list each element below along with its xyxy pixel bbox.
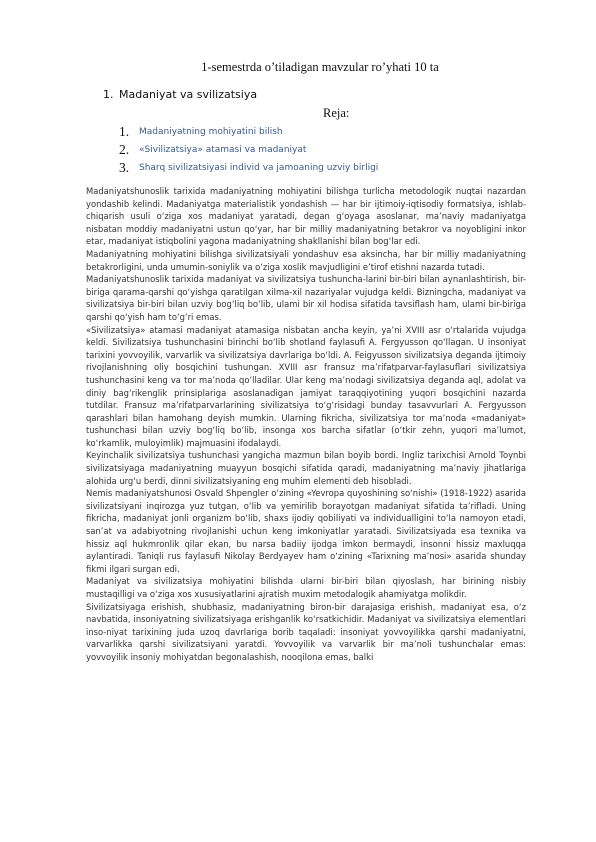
plan-item [119, 123, 378, 141]
plan-item-text: Sharq sivilizatsiyasi individ va jamoaning uzviy birligi [139, 163, 379, 173]
paragraph: Nemis madaniyatshunosi Osvald Shpengler o‘zining «Yevropa quyoshining so‘nishi» (1918-1922) asarida sivilizatsiyani inqirozga yuz tutgan, o‘lib va yemirilib borayotgan madaniyat sifatida ta’rifladi. Uning fikricha, madaniyat jonli organizm bo‘lib, shaxs ijodiy qobiliyati va individualligini to‘la namoyon etadi, san’at va adabiyotning rivojlanishi uchun keng imkoniyatlar yaratadi. Sivilizatsiyada esa texnika va hissiz aql hukmronlik qilar ekan, bu narsa badiiy ijodga imkon bermaydi, insonni hissiz maxluqqa aylantiradi. Taniqli rus faylasufi Nikolay Berdyayev ham o‘zining «Tarixning ma’nosi» asarida shunday fikmi ilgari surgan edi. [86, 488, 526, 574]
plan-item-text: Madaniyatning mohiyatini bilish [139, 127, 283, 137]
paragraph: Madaniyatshunoslik tarixida madaniyatning mohiyatini bilishga turlicha metodologik nuqtai nazardan yondashib kelindi. Madaniyatga materialistik yondashish — har bir ijtimoiy-iqtisodiy formatsiya, ishlab-chiqarish usuli o‘ziga xos madaniyat yaratadi, degan g‘oyaga asoslanar, ma’naviy madaniyatga nisbatan moddiy madaniyatni ustun qo‘yar, har bir milliy madaniyatning betakror va noyobligini inkor etar, madaniyat istiqbolini yagona madaniyatning shakllanishi bilan bog‘lar edi. [86, 186, 526, 247]
plan-item-number: 3. [119, 160, 130, 175]
plan-item [119, 159, 378, 177]
paragraph: Keyinchalik sivilizatsiya tushunchasi yangicha mazmun bilan boyib bordi. Ingliz tarixchisi Arnold Toynbi sivilizatsiyaga madaniyatning muayyun bosqichi sifatida qaradi, madaniyatning ma’naviy jihatlariga alohida urg‘u berdi, dinni sivilizatsiyaning eng muhim elementi deb hisobladi. [86, 450, 526, 486]
plan-label: Reja: [323, 106, 350, 120]
body-text [86, 185, 526, 835]
plan-item [119, 141, 378, 159]
topic-heading [103, 88, 257, 101]
plan-item-number: 2. [119, 142, 130, 157]
plan-item-number: 1. [119, 124, 130, 139]
paragraph: Sivilizatsiyaga erishish, shubhasiz, madaniyatning biron-bir darajasiga erishish, madaniyat esa, o‘z navbatida, insoniyatning sivilizatsiyaga erishganlik ko‘rsatkichidir. Madaniyat va sivilizatsiya elementlari inso-niyat tarixining juda uzoq davrlariga borib taqaladi: insoniyat yovvoyilikka qarshi madaniyatni, varvarlikka qarshi sivilizatsiyani yaratdi. Yovvoyilik va varvarlik bir ma’noli tushunchalar emas: yovvoyilik insoniy mohiyatdan begonalashish, nooqilona emas, balki [86, 601, 526, 662]
paragraph: Madaniyatning mohiyatini bilishga sivilizatsiyali yondashuv esa aksincha, har bir milliy madaniyatning betakrorligini, unda umumin-soniylik va o‘ziga xoslik mavjudligini e’tirof etishni nazarda tutadi. [86, 248, 526, 272]
topic-label: Madaniyat va svilizatsiya [119, 88, 258, 101]
plan-list [119, 123, 378, 177]
topic-number: 1. [103, 88, 114, 101]
paragraph: «Sivilizatsiya» atamasi madaniyat atamasiga nisbatan ancha keyin, ya’ni XVIII asr o‘rtalarida vujudga keldi. Sivilizatsiya tushunchasini birinchi bo‘lib shotland faylasufi A. Fergyusson qo‘llagan. U insoniyat tarixini yovvoyilik, varvarlik va sivilizatsiya davrlariga bo‘ldi. A. Feigyusson sivilizatsiya deganda ijtimoiy rivojlanishning oliy bosqichini tushungan. XVIII asr fransuz ma’rifatparvar-faylasuflari sivilizatsiya tushunchasini keng va tor ma’noda qo‘lladilar. Ular keng ma’nodagi sivilizatsiya deganda aql, adolat va diniy bag‘rikenglik prinsiplariga asoslanadigan jamiyat taraqqiyotining yuqori bosqichini nazarda tutdilar. Fransuz ma’rifatparvarlarining sivilizatsiya to‘g‘risidagi bunday tasavvurlari A. Fergyusson qarashlari bilan hamohang deyish mumkin. Ularning fikricha, sivilizatsiya tor ma’noda «madaniyat» tushunchasi bilan uzviy bog‘liq bo‘lib, insonga xos barcha sifatlar (o‘tkir zehn, yuqori ma’lumot, ko‘rkamlik, muloyimlik) majmuasini ifodalaydi. [86, 324, 526, 448]
document-title: 1-semestrda o’tiladigan mavzular ro’yhati 10 ta [201, 60, 439, 74]
paragraph: Madaniyatshunoslik tarixida madaniyat va sivilizatsiya tushuncha-larini bir-biri bilan aynanlashtirish, bir-biriga qarama-qarshi qo‘yishga qaratilgan xilma-xil nazariyalar vujudga keldi. Bizningcha, madaniyat va sivilizatsiya bir-biri bilan uzviy bog‘liq bo‘lib, ulami bir xil hodisa sifatida tavsiflash ham, ulami bir-biriga qarshi qo‘yish ham to‘g‘ri emas. [86, 274, 526, 322]
paragraph: Madaniyat va sivilizatsiya mohiyatini bilishda ularni bir-biri bilan qiyoslash, har birining nisbiy mustaqilligi va o‘ziga xos xususiyatlarini ajratish muxim metodalogik ahamiyatga molikdir. [86, 576, 526, 599]
plan-item-text: «Sivilizatsiya» atamasi va madaniyat [139, 145, 307, 155]
